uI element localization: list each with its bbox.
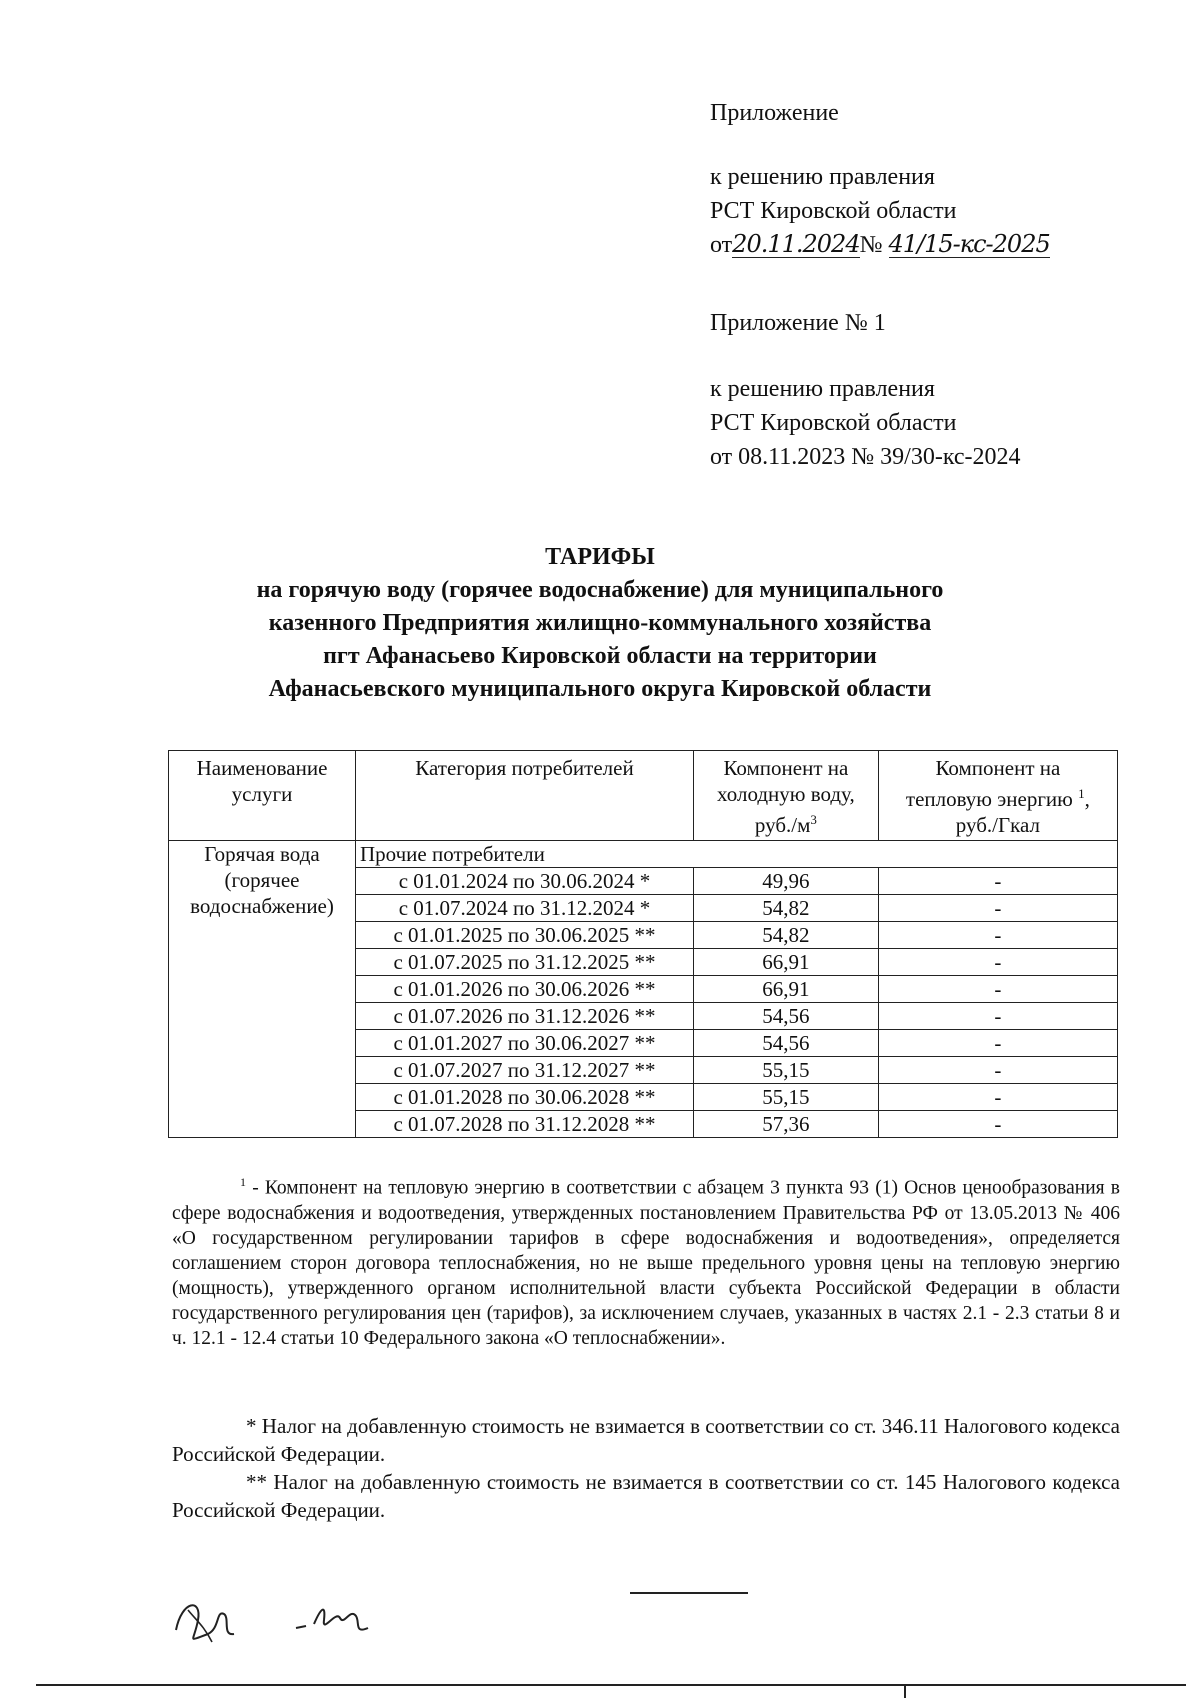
service-line2: (горячее (224, 868, 300, 892)
heat-energy-cell: - (878, 1057, 1117, 1084)
header-cold-unit: руб./м (754, 813, 811, 837)
period-cell: с 01.01.2028 по 30.06.2028 ** (356, 1084, 694, 1111)
header-service-line1: Наименование (196, 756, 328, 780)
initials-signature (168, 1590, 408, 1650)
reference-2: от 08.11.2023 № 39/30-кс-2024 (710, 444, 1021, 470)
footnote-marker: 1 (240, 1175, 246, 1189)
header-cold-sup: 3 (810, 812, 817, 827)
footnote (172, 1170, 1120, 1351)
vat-note-2: ** Налог на добавленную стоимость не взимается в соответствии со ст. 145 Налогового кодекса Российской Федерации. (172, 1470, 1120, 1522)
header-cold-line1: Компонент на (723, 756, 849, 780)
cold-water-cell: 49,96 (694, 868, 879, 895)
cold-water-cell: 54,82 (694, 895, 879, 922)
cold-water-cell: 66,91 (694, 976, 879, 1003)
header-heat-line3: руб./Гкал (955, 813, 1040, 837)
doc-title: ТАРИФЫ (545, 544, 655, 570)
table-row-category (169, 841, 1118, 868)
separator-line (630, 1592, 748, 1594)
header-heat-line2 (883, 781, 1113, 812)
cold-water-cell: 55,15 (694, 1084, 879, 1111)
decision-reference (710, 228, 1050, 262)
tariff-table (168, 750, 1118, 1138)
doc-subtitle-3: пгт Афанасьево Кировской области на территории (323, 643, 877, 669)
header-cold-line3 (698, 807, 874, 838)
period-cell: с 01.01.2025 по 30.06.2025 ** (356, 922, 694, 949)
to-decision: к решению правления (710, 164, 935, 190)
handwritten-number: 41/15-кс-2025 (888, 230, 1050, 258)
handwritten-date: 20.11.2024 (732, 230, 860, 258)
bottom-tick (904, 1684, 906, 1698)
period-cell: с 01.07.2025 по 31.12.2025 ** (356, 949, 694, 976)
header-heat-comma: , (1084, 787, 1090, 811)
heat-energy-cell: - (878, 1111, 1117, 1138)
period-cell: с 01.07.2027 по 31.12.2027 ** (356, 1057, 694, 1084)
org-name-2: РСТ Кировской области (710, 410, 957, 436)
heat-energy-cell: - (878, 868, 1117, 895)
period-cell: с 01.07.2028 по 31.12.2028 ** (356, 1111, 694, 1138)
doc-subtitle-4: Афанасьевского муниципального округа Кировской области (268, 676, 932, 702)
header-service (169, 751, 356, 841)
cold-water-cell: 57,36 (694, 1111, 879, 1138)
service-cell (169, 841, 356, 1138)
header-heat-text: тепловую энергию (905, 787, 1073, 811)
number-prefix: № (859, 232, 883, 258)
cold-water-cell: 66,91 (694, 949, 879, 976)
from-prefix: от (710, 232, 733, 258)
org-name: РСТ Кировской области (710, 198, 957, 224)
period-cell: с 01.01.2026 по 30.06.2026 ** (356, 976, 694, 1003)
heat-energy-cell: - (878, 1030, 1117, 1057)
header-cold-line2: холодную воду, (717, 782, 855, 806)
period-cell: с 01.01.2027 по 30.06.2027 ** (356, 1030, 694, 1057)
cold-water-cell: 54,56 (694, 1003, 879, 1030)
header-cold-water (694, 751, 879, 841)
header-service-line2: услуги (231, 782, 293, 806)
service-line3: водоснабжение) (190, 894, 334, 918)
category-cell: Прочие потребители (356, 841, 1118, 868)
period-cell: с 01.07.2024 по 31.12.2024 * (356, 895, 694, 922)
header-category: Категория потребителей (356, 751, 694, 841)
appendix-label: Приложение (710, 100, 839, 126)
service-line1: Горячая вода (204, 842, 320, 866)
table-header-row (169, 751, 1118, 841)
bottom-border-line (36, 1684, 1186, 1686)
heat-energy-cell: - (878, 976, 1117, 1003)
header-heat-energy (878, 751, 1117, 841)
footnote-text: - Компонент на тепловую энергию в соответствии с абзацем 3 пункта 93 (1) Основ ценообразования в сфере водоснабжения и водоотведения, утвержденных постановлением Правительства РФ от 13.05.2013 № 406 «О государственном регулировании тарифов в сфере водоснабжения и водоотведения», определяется соглашением сторон договора теплоснабжения, но не выше предельного уровня цены на тепловую энергию (мощность), утвержденного органом исполнительной власти субъекта Российской Федерации в области государственного регулирования цен (тарифов), за исключением случаев, указанных в частях 2.1 - 2.3 статьи 8 и ч. 12.1 - 12.4 статьи 10 Федерального закона «О теплоснабжении». (172, 1177, 1120, 1349)
heat-energy-cell: - (878, 922, 1117, 949)
heat-energy-cell: - (878, 895, 1117, 922)
header-heat-sup: 1 (1078, 786, 1085, 801)
period-cell: с 01.07.2026 по 31.12.2026 ** (356, 1003, 694, 1030)
doc-subtitle-1: на горячую воду (горячее водоснабжение) для муниципального (256, 577, 944, 603)
cold-water-cell: 54,56 (694, 1030, 879, 1057)
cold-water-cell: 55,15 (694, 1057, 879, 1084)
to-decision-2: к решению правления (710, 376, 935, 402)
heat-energy-cell: - (878, 949, 1117, 976)
header-heat-line1: Компонент на (935, 756, 1061, 780)
cold-water-cell: 54,82 (694, 922, 879, 949)
doc-subtitle-2: казенного Предприятия жилищно-коммунального хозяйства (268, 610, 932, 636)
heat-energy-cell: - (878, 1084, 1117, 1111)
period-cell: с 01.01.2024 по 30.06.2024 * (356, 868, 694, 895)
appendix-1-label: Приложение № 1 (710, 310, 886, 336)
heat-energy-cell: - (878, 1003, 1117, 1030)
vat-note-1: * Налог на добавленную стоимость не взимается в соответствии со ст. 346.11 Налогового кодекса Российской Федерации. (172, 1414, 1120, 1466)
